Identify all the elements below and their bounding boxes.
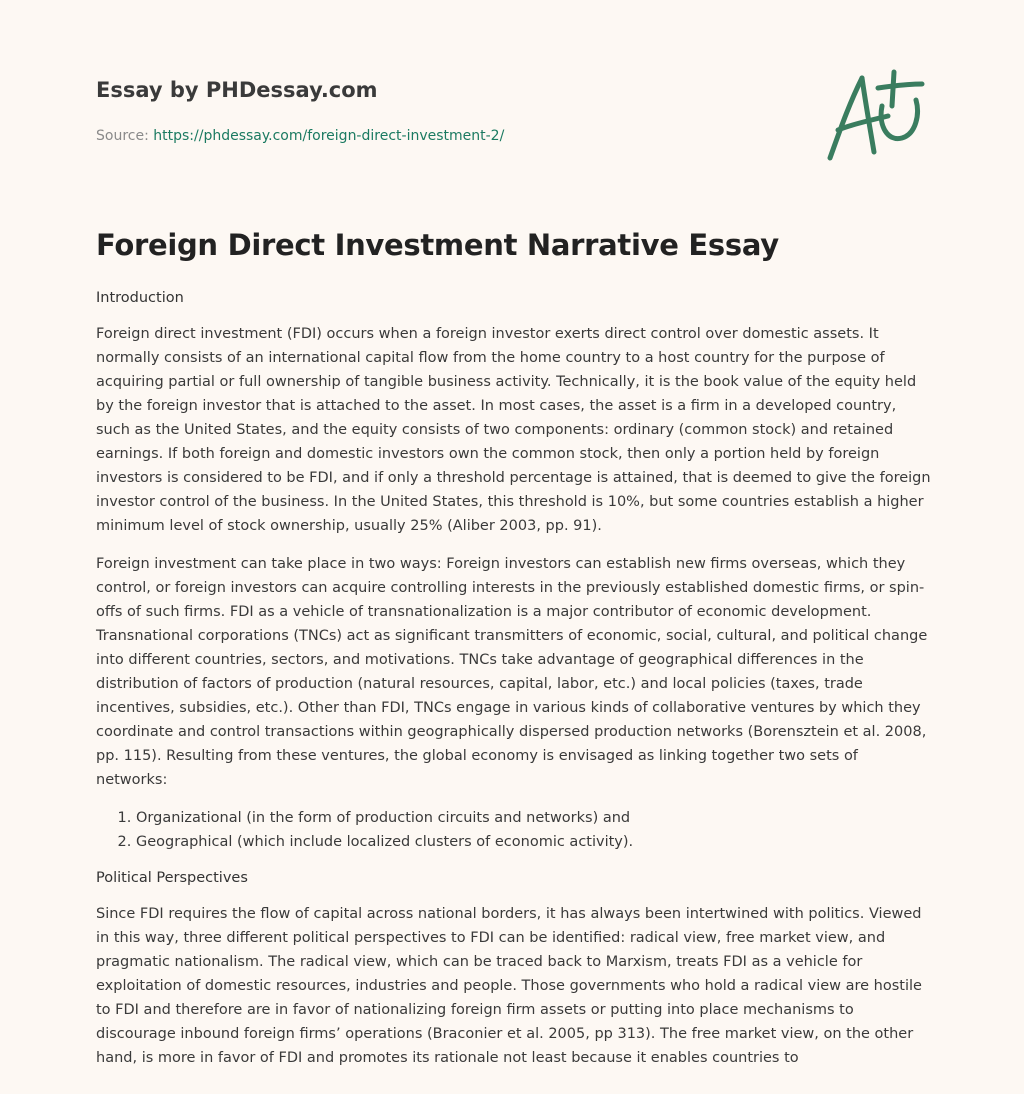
paragraph-3: Since FDI requires the flow of capital across national borders, it has always been intertwined with politics. Viewed in this way, three different political perspectives to FDI can be identified: radical view, free market view, and pragmatic nationalism. The radical view, which can be traced back to Marxism, treats FDI as a vehicle for exploitation of domestic resources, industries and people. Those governments who hold a radical view are hostile to FDI and therefore are in favor of nationalizing foreign firm assets or putting into place mechanisms to discourage inbound foreign firms’ operations (Braconier et al. 2005, pp 313). The free market view, on the other hand, is more in favor of FDI and promotes its rationale not least because it enables countries to [96, 906, 922, 1066]
article [96, 224, 932, 1070]
list-item: 2. Geographical (which include localized clusters of economic activity). [136, 830, 932, 854]
list-item: 1. Organizational (in the form of production circuits and networks) and [136, 806, 932, 830]
paragraph-2: Foreign investment can take place in two ways: Foreign investors can establish new firms overseas, which they control, or foreign investors can acquire controlling interests in the previously established domestic firms, or spin-offs of such firms. FDI as a vehicle of transnationalization is a major contributor of economic development. Transnational corporations (TNCs) act as significant transmitters of economic, social, cultural, and political change into different countries, sectors, and motivations. TNCs take advantage of geographical differences in the distribution of factors of production (natural resources, capital, labor, etc.) and local policies (taxes, trade incentives, subsidies, etc.). Other than FDI, TNCs engage in various kinds of collaborative ventures by which they coordinate and control transactions within geographically dispersed production networks (Borensztein et al. 2008, pp. 115). Resulting from these ventures, the global economy is envisaged as linking together two sets of networks: [96, 556, 928, 788]
source-link[interactable]: https://phdessay.com/foreign-direct-investment-2/ [153, 128, 505, 144]
source-line [96, 126, 504, 146]
brand-title: Essay by PHDessay.com [96, 78, 378, 102]
section-heading-introduction: Introduction [96, 290, 184, 306]
a-plus-logo-icon [822, 66, 932, 166]
networks-list [96, 806, 932, 854]
site-header [96, 76, 796, 144]
paragraph-1: Foreign direct investment (FDI) occurs when a foreign investor exerts direct control over domestic assets. It normally consists of an international capital flow from the home country to a host country for the purpose of acquiring partial or full ownership of tangible business activity. Technically, it is the book value of the equity held by the foreign investor that is attached to the asset. In most cases, the asset is a firm in a developed country, such as the United States, and the equity consists of two components: ordinary (common stock) and retained earnings. If both foreign and domestic investors own the common stock, then only a portion held by foreign investors is considered to be FDI, and if only a threshold percentage is attained, that is deemed to give the foreign investor control of the business. In the United States, this threshold is 10%, but some countries establish a higher minimum level of stock ownership, usually 25% (Aliber 2003, pp. 91). [96, 326, 931, 534]
source-label: Source: [96, 128, 149, 144]
a-plus-logo-graphic [822, 66, 932, 166]
section-heading-political-perspectives: Political Perspectives [96, 870, 248, 886]
page-title: Foreign Direct Investment Narrative Essay [96, 228, 779, 262]
